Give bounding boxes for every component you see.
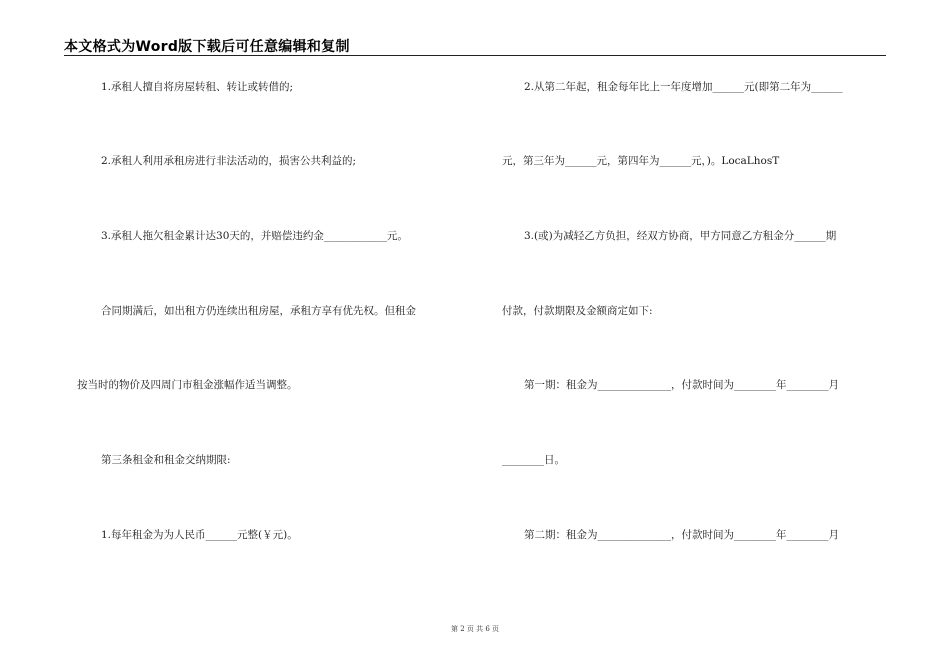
right-paragraph-6: ________日。 (502, 454, 565, 466)
right-paragraph-3: 3.(或)为减轻乙方负担，经双方协商，甲方同意乙方租金分______期 (524, 230, 837, 242)
right-paragraph-7: 第二期：租金为______________，付款时间为________年________月 (524, 529, 839, 541)
left-paragraph-5: 按当时的物价及四周门市租金涨幅作适当调整。 (77, 379, 298, 391)
page-header-title: 本文格式为Word版下载后可任意编辑和复制 (64, 39, 350, 55)
right-paragraph-4: 付款，付款期限及金额商定如下: (502, 305, 653, 317)
header-divider (64, 55, 886, 56)
right-paragraph-1: 2.从第二年起，租金每年比上一年度增加______元(即第二年为______ (524, 81, 843, 93)
left-paragraph-3: 3.承租人拖欠租金累计达30天的，并赔偿违约金____________元。 (101, 230, 408, 242)
left-paragraph-4: 合同期满后，如出租方仍连续出租房屋，承租方享有优先权。但租金 (101, 305, 416, 317)
left-paragraph-6: 第三条租金和租金交纳期限: (101, 454, 231, 466)
right-paragraph-2: 元，第三年为______元，第四年为______元，)。LocaLhosT (502, 155, 780, 167)
left-paragraph-1: 1.承租人擅自将房屋转租、转让或转借的; (101, 81, 294, 93)
right-paragraph-5: 第一期：租金为______________，付款时间为________年________月 (524, 379, 839, 391)
page-number-footer: 第 2 页 共 6 页 (450, 625, 500, 633)
left-paragraph-7: 1.每年租金为为人民币______元整(￥元)。 (101, 529, 298, 541)
left-paragraph-2: 2.承租人利用承租房进行非法活动的，损害公共利益的; (101, 155, 357, 167)
